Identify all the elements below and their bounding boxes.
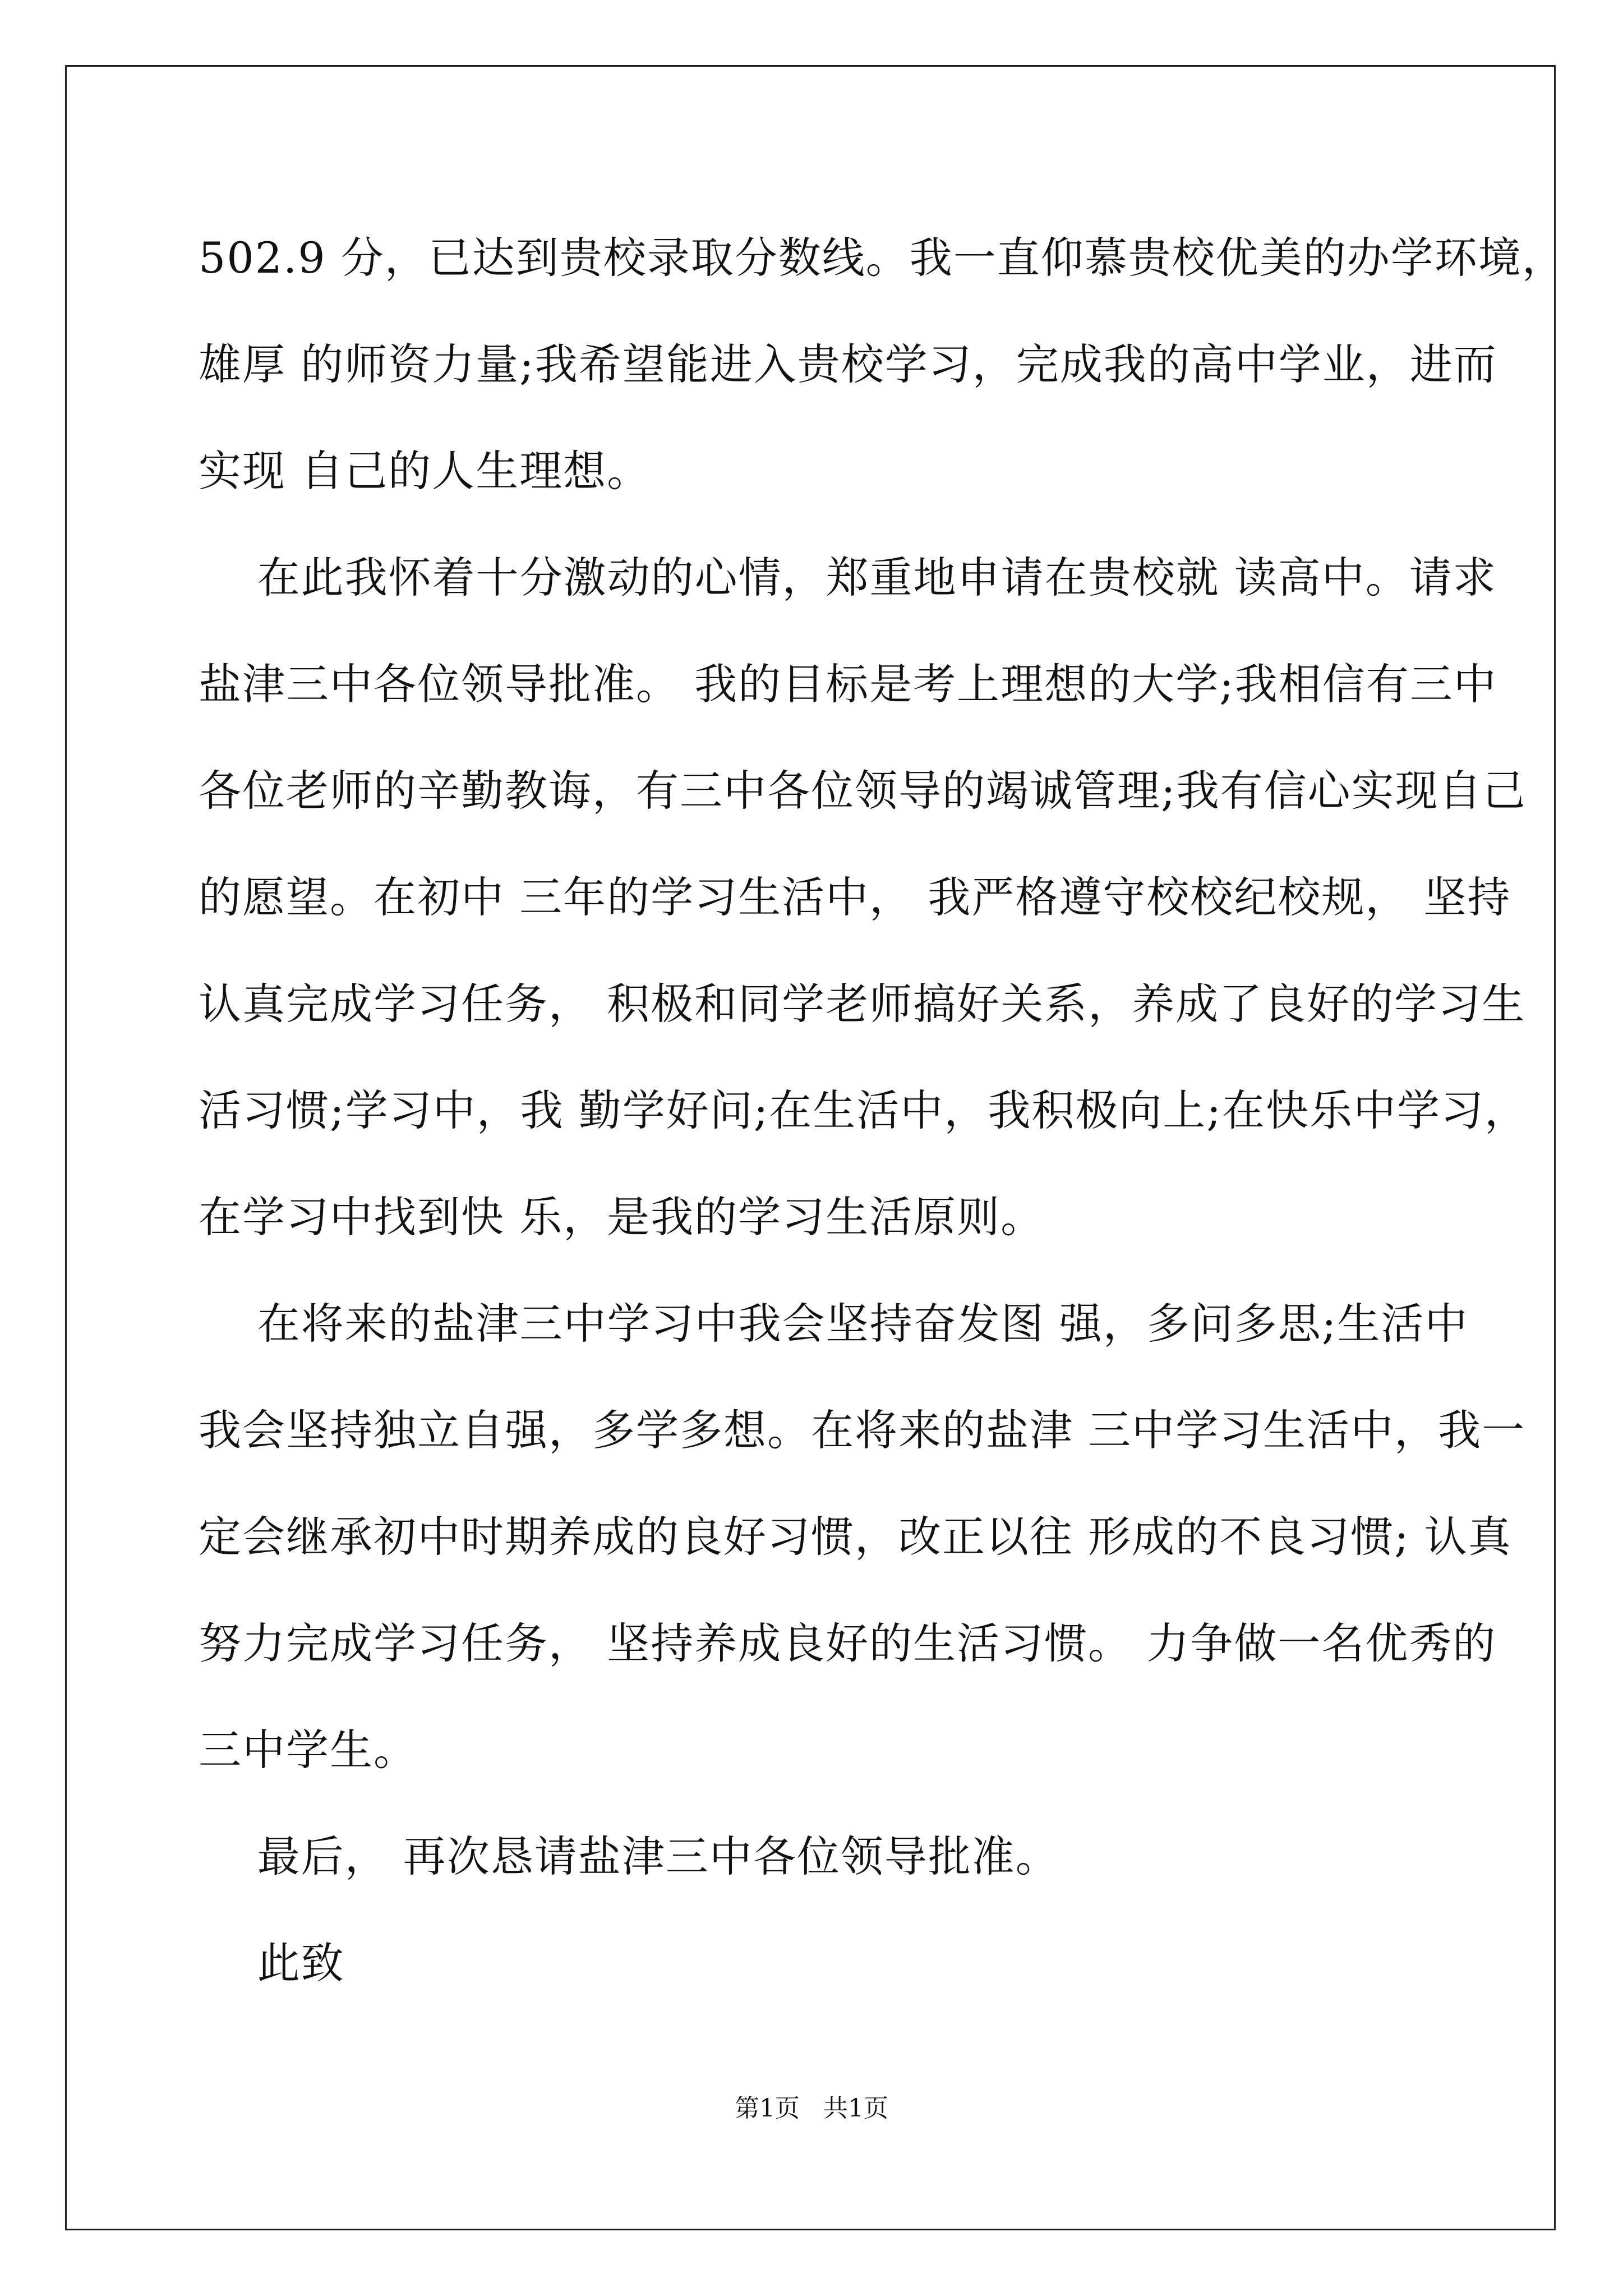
text-line: 各位老师的辛勤教诲，有三中各位领导的竭诚管理;我有信心实现自己 [199, 766, 1527, 816]
text-line: 此致 [199, 1938, 345, 1988]
text-line: 的愿望。在初中 三年的学习生活中， 我严格遵守校校纪校规， 坚持 [199, 872, 1511, 922]
text-line: 三中学生。 [199, 1725, 417, 1775]
text-line: 盐津三中各位领导批准。 我的目标是考上理想的大学;我相信有三中 [199, 659, 1497, 709]
page-number-footer: 第1页 共1页 [735, 2094, 888, 2123]
text-line: 在此我怀着十分激动的心情，郑重地申请在贵校就 读高中。请求 [199, 553, 1497, 602]
text-line: 努力完成学习任务， 坚持养成良好的生活习惯。 力争做一名优秀的 [199, 1618, 1497, 1668]
text-line: 在将来的盐津三中学习中我会坚持奋发图 强，多问多思;生活中 [199, 1299, 1469, 1349]
text-line: 活习惯;学习中，我 勤学好问;在生活中，我积极向上;在快乐中学习， [199, 1085, 1528, 1135]
document-body [199, 205, 1566, 2017]
text-line: 在学习中找到快 乐，是我的学习生活原则。 [199, 1192, 1045, 1242]
text-line: 502.9 分，已达到贵校录取分数线。我一直仰慕贵校优美的办学环境， [199, 233, 1566, 283]
text-line: 定会继承初中时期养成的良好习惯，改正以往 形成的不良习惯; 认真 [199, 1512, 1512, 1562]
text-line: 雄厚 的师资力量;我希望能进入贵校学习，完成我的高中学业，进而 [199, 339, 1497, 389]
text-line: 实现 自己的人生理想。 [199, 446, 651, 496]
text-line: 认真完成学习任务， 积极和同学老师搞好关系，养成了良好的学习生 [199, 979, 1526, 1029]
text-line: 我会坚持独立自强，多学多想。在将来的盐津 三中学习生活中，我一 [199, 1405, 1526, 1455]
text-line: 最后， 再次恳请盐津三中各位领导批准。 [199, 1832, 1059, 1881]
